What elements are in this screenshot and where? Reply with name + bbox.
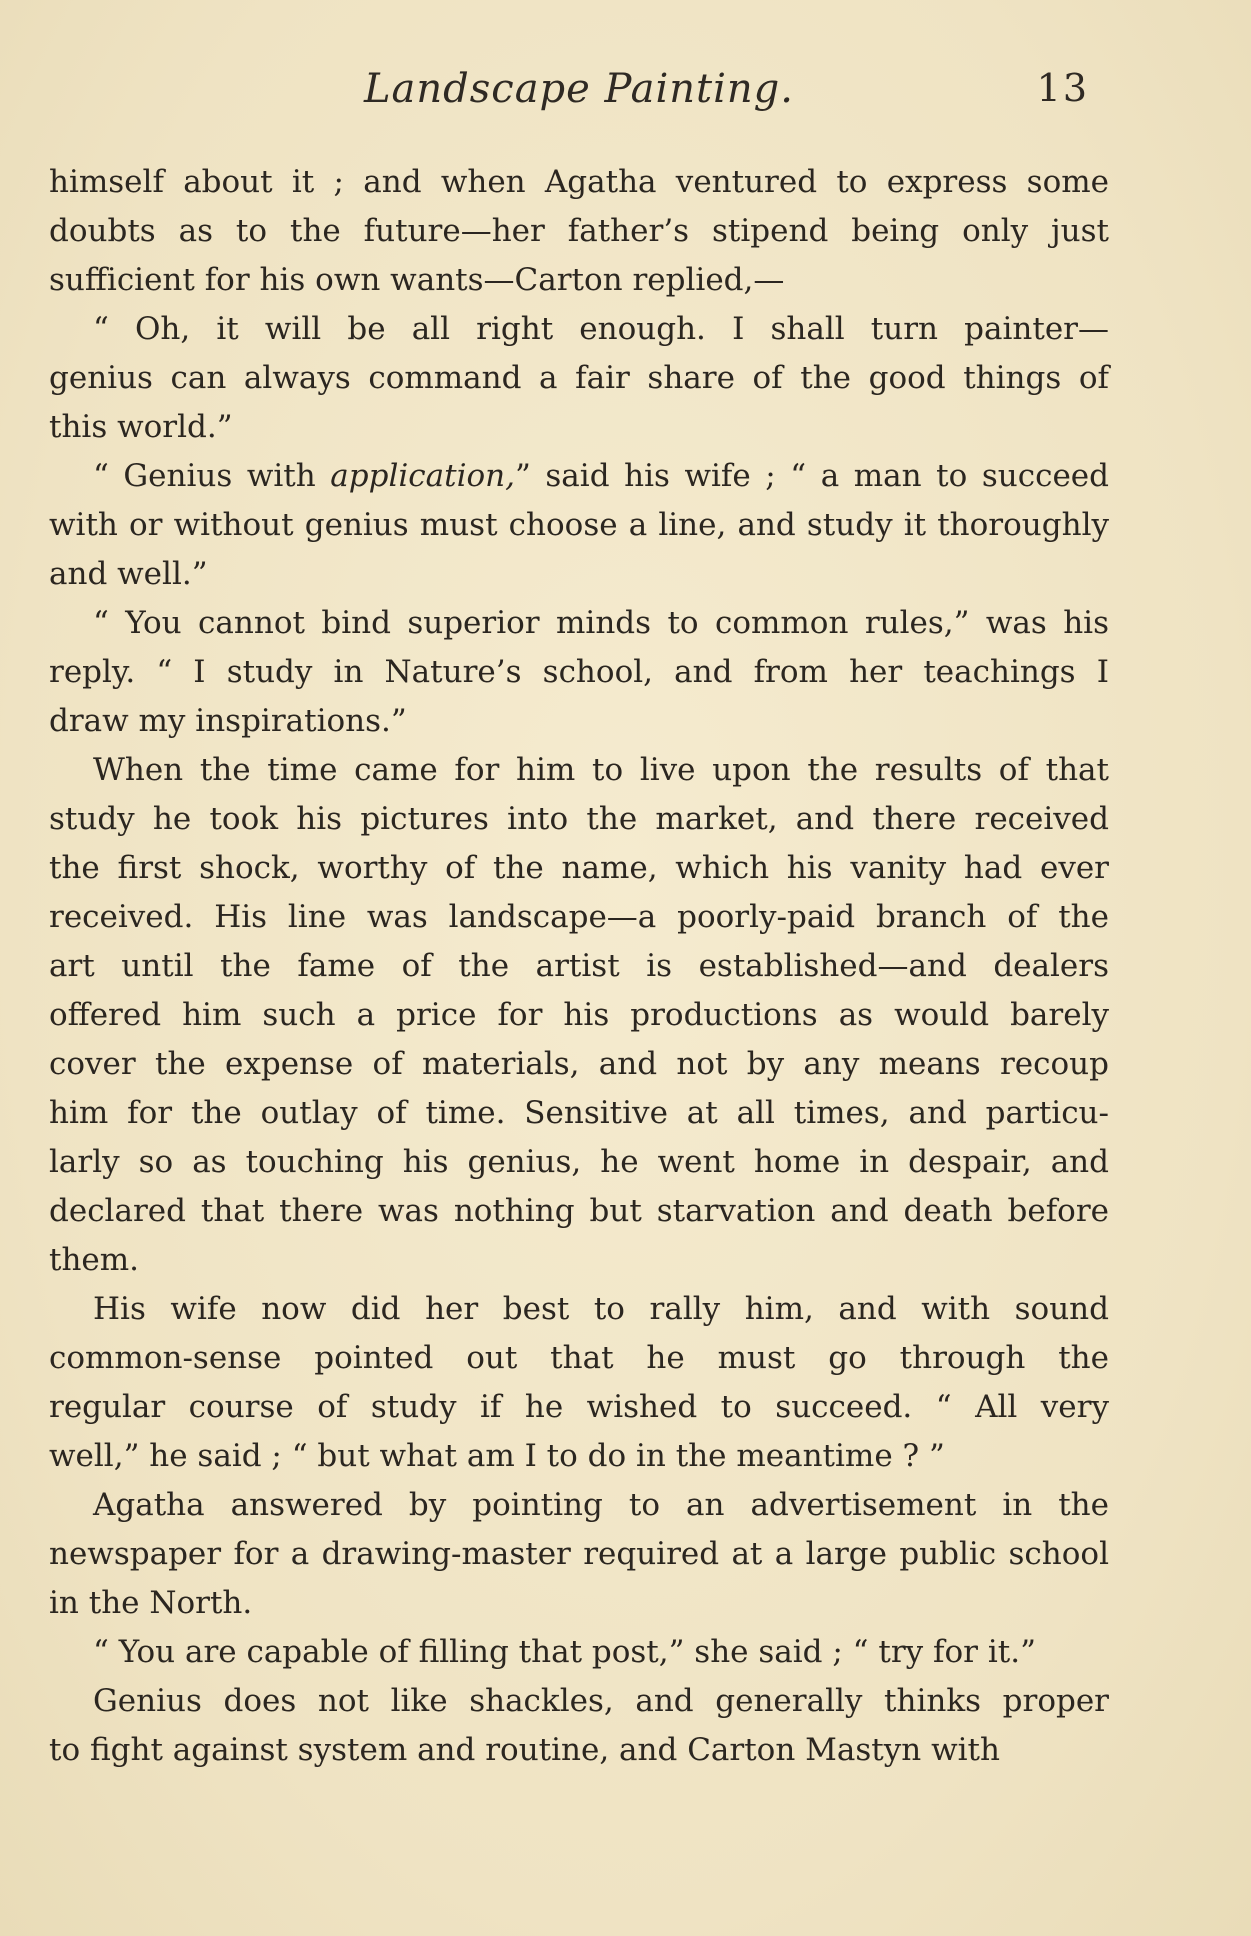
paragraph <box>49 158 1109 305</box>
paragraph <box>49 1628 1109 1677</box>
paragraph <box>49 746 1109 1285</box>
text-line: sufficient for his own wants—Carton replied,— <box>49 262 785 298</box>
text-line: this world.” <box>49 409 233 445</box>
text-line: the first shock, worthy of the name, which his vanity had ever <box>49 850 1109 886</box>
text-line: study he took his pictures into the market, and there received <box>49 801 1109 837</box>
text-line: himself about it ; and when Agatha ventured to express some <box>49 164 1109 200</box>
book-page <box>49 60 1109 1768</box>
text-line: and well.” <box>49 556 208 592</box>
text-line: His wife now did her best to rally him, and with sound <box>93 1291 1109 1327</box>
text-line: with or without genius must choose a line, and study it thoroughly <box>49 507 1109 543</box>
running-head <box>49 60 1109 120</box>
text-line: well,” he said ; “ but what am I to do in the meantime ? ” <box>49 1438 945 1474</box>
text-line: declared that there was nothing but starvation and death before <box>49 1193 1109 1229</box>
text-line: draw my inspirations.” <box>49 703 407 739</box>
page-number: 13 <box>1036 66 1089 110</box>
emphasized-word: application, <box>330 458 515 494</box>
text-line: art until the fame of the artist is established—and dealers <box>49 948 1109 984</box>
text-line: Agatha answered by pointing to an advertisement in the <box>93 1487 1109 1523</box>
text-line: “ Genius with application,” said his wife ; “ a man to succeed <box>93 458 1109 494</box>
paragraph <box>49 305 1109 452</box>
paragraph <box>49 452 1109 599</box>
text-line: “ Oh, it will be all right enough. I shall turn painter— <box>93 311 1109 347</box>
text-line: them. <box>49 1242 140 1278</box>
text-line: “ You cannot bind superior minds to common rules,” was his <box>93 605 1109 641</box>
text-line: offered him such a price for his productions as would barely <box>49 997 1109 1033</box>
text-line: regular course of study if he wished to succeed. “ All very <box>49 1389 1109 1425</box>
paragraph <box>49 599 1109 746</box>
text-line: him for the outlay of time. Sensitive at all times, and particu- <box>49 1095 1109 1131</box>
text-line: in the North. <box>49 1585 253 1621</box>
text-line: reply. “ I study in Nature’s school, and from her teachings I <box>49 654 1109 690</box>
running-title: Landscape Painting. <box>363 66 794 112</box>
text-line: doubts as to the future—her father’s stipend being only just <box>49 213 1109 249</box>
text-line: to fight against system and routine, and Carton Mastyn with <box>49 1732 1000 1768</box>
text-line: cover the expense of materials, and not by any means recoup <box>49 1046 1109 1082</box>
text-line: genius can always command a fair share of the good things of <box>49 360 1109 396</box>
paragraph <box>49 1285 1109 1481</box>
text-line: Genius does not like shackles, and generally thinks proper <box>93 1683 1109 1719</box>
text-line: common-sense pointed out that he must go through the <box>49 1340 1109 1376</box>
text-line: “ You are capable of filling that post,” she said ; “ try for it.” <box>93 1634 1036 1670</box>
text-line: When the time came for him to live upon the results of that <box>93 752 1109 788</box>
paragraph <box>49 1677 1109 1775</box>
text-line: larly so as touching his genius, he went home in despair, and <box>49 1144 1109 1180</box>
paragraph <box>49 1481 1109 1628</box>
body-text <box>49 158 1109 1775</box>
text-line: received. His line was landscape—a poorly-paid branch of the <box>49 899 1109 935</box>
text-line: newspaper for a drawing-master required at a large public school <box>49 1536 1109 1572</box>
